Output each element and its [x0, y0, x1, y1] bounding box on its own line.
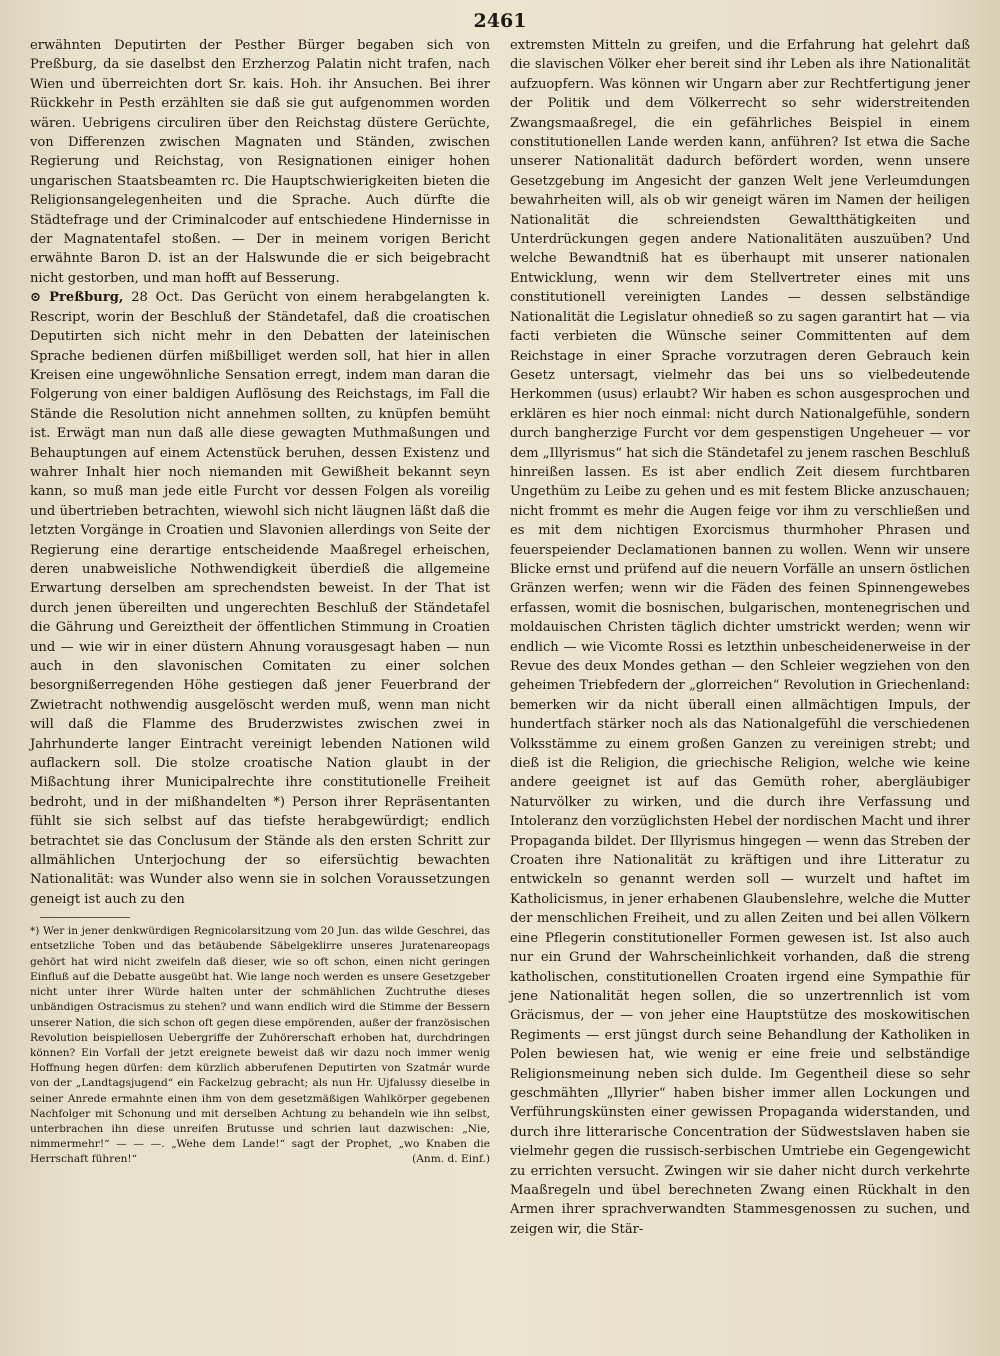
footnote-paragraph: [30, 924, 490, 1167]
footnote-annotation: (Anm. d. Einf.): [412, 1153, 490, 1166]
footnote-separator: [40, 917, 130, 918]
left-paragraph-2-body: 28 Oct. Das Gerücht von einem herabgelangten k. Rescript, worin der Beschluß der Ständetafel, daß die croatischen Deputirten sich nicht mehr in den Debatten der lateinischen Sprache bedienen dürfen mißbilliget werden soll, hat hier in allen Kreisen eine ungewöhnliche Sensation erregt, indem man daran die Folgerung von einer baldigen Auflösung des Reichstags, im Fall die Stände die Resolution nicht annehmen sollten, zu knüpfen bemüht ist. Erwägt man nun daß alle diese gewagten Muthmaßungen und Behauptungen auf einem Actenstück beruhen, dessen Existenz und wahrer Inhalt hier noch niemanden mit Gewißheit bekannt seyn kann, so muß man jede eitle Furcht vor dessen Folgen als voreilig und übertrieben betrachten, wiewohl sich nicht läugnen läßt daß die letzten Vorgänge in Croatien und Slavonien allerdings von Seite der Regierung eine derartige entscheidende Maaßregel erheischen, deren unabweisliche Nothwendigkeit überdieß die allgemeine Erwartung derselben am sprechendsten beweist. In der That ist durch jenen übereilten und ungerechten Beschluß der Ständetafel die Gährung und Gereiztheit der öffentlichen Stimmung in Croatien und — wie wir in einer düstern Ahnung vorausgesagt haben — nun auch in den slavonischen Comitaten zu einer solchen besorgnißerregenden Höhe gestiegen daß jener Feuerbrand der Zwietracht nothwendig ausgelöscht werden muß, wenn man nicht will daß die Flamme des Bruderzwistes zwischen zwei in Jahrhunderte langer Eintracht vereinigt lebenden Nationen wild auflackern soll. Die stolze croatische Nation glaubt in der Mißachtung ihrer Municipalrechte ihre constitutionelle Freiheit bedroht, und in der mißhandelten *) Person ihrer Repräsentanten fühlt sie sich selbst auf das tiefste herabgewürdigt; endlich betrachtet sie das Conclusum der Stände als den ersten Schritt zur allmählichen Unterjochung der so eifersüchtig bewachten Nationalität: was Wunder also wenn sie in solchen Voraussetzungen geneigt ist auch zu den: [30, 290, 491, 907]
right-column: [510, 36, 970, 1239]
text-columns: [30, 36, 970, 1239]
left-paragraph-1: erwähnten Deputirten der Pesther Bürger begaben sich von Preßburg, da sie daselbst den Erzherzog Palatin nicht trafen, nach Wien und überreichten dort Sr. kais. Hoh. ihr Ansuchen. Bei ihrer Rückkehr in Pesth erzählten sie daß sie gut aufgenommen worden wären. Uebrigens circuliren über den Reichstag düstere Gerüchte, von Differenzen zwischen Magnaten und Ständen, zwischen Regierung und Reichstag, von Resignationen einiger hohen ungarischen Staatsbeamten rc. Die Hauptschwierigkeiten bieten die Religionsangelegenheiten und die Sprache. Auch dürfte die Städtefrage und der Criminalcoder auf entschiedene Hindernisse in der Magnatentafel stoßen. — Der in meinem vorigen Bericht erwähnte Baron D. ist an der Halswunde die er sich beigebracht nicht gestorben, und man hofft auf Besserung.: [30, 38, 490, 286]
dateline-pressburg: ⊙ Preßburg,: [30, 290, 124, 306]
page-number: 2461: [473, 10, 527, 32]
footnote: [30, 924, 490, 1167]
left-column: [30, 36, 490, 1239]
right-paragraph-1: extremsten Mitteln zu greifen, und die Erfahrung hat gelehrt daß die slavischen Völker eher bereit sind ihr Leben als ihre Nationalität aufzuopfern. Was können wir Ungarn aber zur Rechtfertigung jener der Politik und dem Völkerrecht so sehr widerstreitenden Zwangsmaaßregel, die ein gefährliches Beispiel in einem constitutionellen Lande werden kann, anführen? Ist etwa die Sache unserer Nationalität dadurch befördert worden, wenn unsere Gesetzgebung im Angesicht der ganzen Welt jene Verleumdungen bewahrheiten will, als ob wir geneigt wären im Namen der heiligen Nationalität die schreiendsten Gewaltthätigkeiten und Unterdrückungen gegen andere Nationalitäten auszuüben? Und welche Bewandtniß hat es überhaupt mit unserer nationalen Entwicklung, wenn wir dem Stellvertreter eines mit uns constitutionell vereinigten Landes — dessen selbständige Nationalität die Legislatur ohnedieß so zu sagen garantirt hat — via facti verbieten die Wünsche seiner Committenten auf dem Reichstage in einer Sprache vorzutragen deren Gebrauch kein Gesetz untersagt, vielmehr das bei uns so vielbedeutende Herkommen (usus) erlaubt? Wir haben es schon ausgesprochen und erklären es hier noch einmal: nicht durch Nationalgefühle, sondern durch bangherzige Furcht vor dem gespenstigen Ungeheuer — vor dem „Illyrismus“ hat sich die Ständetafel zu jenem raschen Beschluß hinreißen lassen. Es ist aber endlich Zeit diesem furchtbaren Ungethüm zu Leibe zu gehen und es mit festem Blicke anzuschauen; nicht frommt es mehr die Augen feige vor ihm zu verschließen und es mit dem nichtigen Exorcismus thurmhoher Phrasen und feuerspeiender Declamationen bannen zu wollen. Wenn wir unsere Blicke ernst und prüfend auf die neuern Vorfälle an unsern östlichen Gränzen werfen; wenn wir die Fäden des feinen Spinnengewebes erfassen, womit die bosnischen, bulgarischen, montenegrischen und moldauischen Christen täglich dichter umstrickt werden; wenn wir endlich — wie Vicomte Rossi es letzthin unbescheidenerweise in der Revue des deux Mondes gethan — den Schleier wegziehen von den geheimen Triebfedern der „glorreichen“ Revolution in Griechenland: bemerken wir da nicht überall einen allmächtigen Impuls, der hundertfach stärker noch als das Nationalgefühl die verschiedenen Volksstämme zu einem großen Ganzen zu vereinigen strebt; und dieß ist die Religion, die griechische Religion, welche wie keine andere geeignet ist auf das Gemüth roher, abergläubiger Naturvölker zu wirken, und die durch ihre Verfassung und Intoleranz den vorzüglichsten Hebel der nordischen Macht und ihrer Propaganda bildet. Der Illyrismus hingegen — wenn das Streben der Croaten ihre Nationalität zu kräftigen und ihre Litteratur zu entwickeln so genannt werden soll — wurzelt und haftet im Katholicismus, in jener erhabenen Glaubenslehre, welche die Mutter der menschlichen Freiheit, und zu allen Zeiten und bei allen Völkern eine Pflegerin constitutioneller Formen gewesen ist. Ist also auch nur ein Grund der Wahrscheinlichkeit vorhanden, daß die streng katholischen, constitutionellen Croaten irgend eine Sympathie für jene Nationalität hegen sollen, die so unzertrennlich ist vom Gräcismus, der — von jeher eine Hauptstütze des moskowitischen Regiments — erst jüngst durch seine Behandlung der Katholiken in Polen bewiesen hat, wie wenig er eine freie und selbständige Religionsmeinung neben sich dulde. Im Gegentheil diese so sehr geschmähten „Illyrier“ haben bisher immer allen Lockungen und Verführungskünsten einer gewissen Propaganda widerstanden, und durch ihre litterarische Concentration der Südwestslaven haben sie vielmehr gegen die russisch-serbischen Umtriebe ein Gegengewicht zu errichten versucht. Zwingen wir sie daher nicht durch verkehrte Maaßregeln und übel berechneten Zwang einen Rückhalt in den Armen ihrer sprachverwandten Stammesgenossen zu suchen, und zeigen wir, die Stär-: [510, 38, 970, 1237]
left-paragraph-2: [30, 288, 490, 909]
footnote-text: *) Wer in jener denkwürdigen Regnicolarsitzung vom 20 Jun. das wilde Geschrei, das entsetzliche Toben und das betäubende Säbelgeklirre unseres Juratenareopags gehört hat wird nicht zweifeln daß dieser, wie so oft schon, einen nicht geringen Einfluß auf die Debatte ausgeübt hat. Wie lange noch werden es unsere Gesetzgeber nicht unter ihrer Würde halten unter der schmählichen Zuchtruthe dieses unbändigen Ostracismus zu stehen? und wann endlich wird die Stimme der Bessern unserer Nation, die sich schon oft gegen diese empörenden, außer der französischen Revolution beispiellosen Uebergriffe der Zuhörerschaft erhoben hat, durchdringen können? Ein Vorfall der jetzt ereignete beweist daß wir dazu noch immer wenig Hoffnung hegen dürfen: dem kürzlich abberufenen Deputirten von Szatmár wurde von der „Landtagsjugend“ ein Fackelzug gebracht; als nun Hr. Ujfalussy dieselbe in seiner Anrede ermahnte einen ihm von dem gesetzmäßigen Wahlkörper gegebenen Nachfolger mit Schonung und mit derselben Achtung zu behandeln wie ihn selbst, unterbrachen ihn diese unreifen Brutusse und schrien laut dazwischen: „Nie, nimmermehr!“ — — —. „Wehe dem Lande!“ sagt der Prophet, „wo Knaben die Herrschaft führen!“: [30, 925, 490, 1166]
